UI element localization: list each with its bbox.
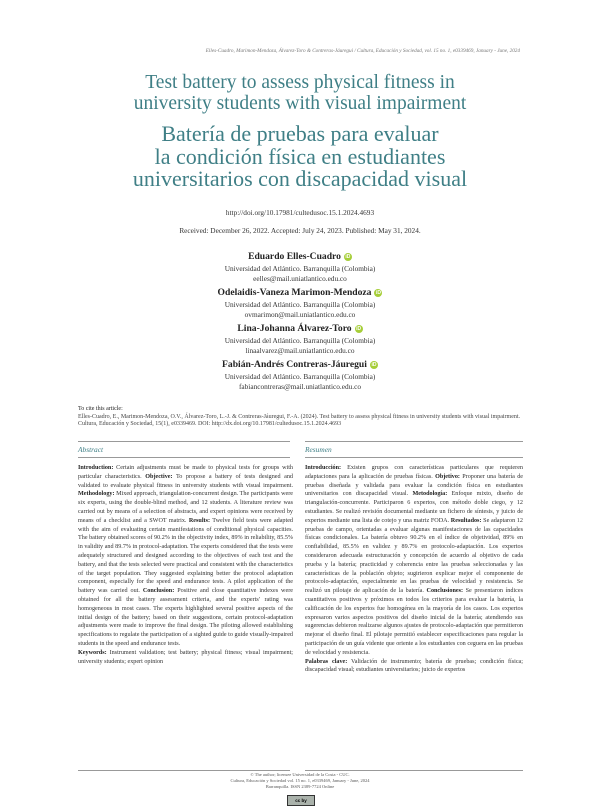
title-english-line: Test battery to assess physical fitness in [145, 72, 455, 93]
citation-block [78, 406, 523, 429]
author-affiliation: Universidad del Atlántico. Barranquilla (Colombia) [224, 336, 376, 345]
keywords-label: Palabras clave: [305, 658, 348, 665]
author-email[interactable]: eelles@mail.uniatlantico.edu.co [253, 274, 347, 283]
title-spanish-line: Batería de pruebas para evaluar [161, 121, 439, 146]
resumen-section-text: Enfoque mixto, diseño de triangulación-concurrente. Participaron 6 expertos, con método doble ciego, y 12 estudiantes. Se realizó revisión documental mediante un fichero de síntesis, y juicio de expertos mediante una lista de cotejo y una matriz FODA. [305, 491, 523, 524]
divider [78, 441, 290, 442]
footer-journal: Cultura, Educación y Sociedad vol. 15 no. 1, e0339469, January - June, 2024 [230, 778, 370, 783]
abstract-section-label: Methodology: [78, 491, 115, 498]
abstract-section-label: Introduction: [78, 465, 114, 471]
author-name: Eduardo Elles-Cuadro [248, 251, 341, 262]
cc-license-icon[interactable]: cc by [287, 795, 315, 806]
resumen-section-label: Objetivo: [435, 473, 460, 480]
abstract-body [78, 464, 293, 649]
keywords-text: Validación de instrumento; batería de pruebas; condición física; discapacidad visual; estudiantes universitarios; juicio de expertos [305, 658, 523, 674]
abstract-section-label: Objective: [145, 473, 173, 480]
resumen-section-text: Proponer una batería de pruebas diseñada y validada para evaluar la condición física en estudiantes universitarios con discapacidad visual. [305, 473, 523, 498]
publication-dates: Received: December 26, 2022. Accepted: July 24, 2023. Published: May 31, 2024. [179, 226, 421, 235]
abstract-keywords [78, 649, 293, 667]
orcid-icon[interactable]: iD [345, 254, 351, 260]
resumen-section-label: Introducción: [305, 465, 342, 471]
resumen-section-label: Conclusiones: [426, 588, 464, 595]
title-english-line: university students with visual impairment [133, 92, 467, 114]
resumen-body [305, 464, 523, 658]
author-name: Odelaidis-Vaneza Marimon-Mendoza [217, 287, 372, 298]
author-affiliation: Universidad del Atlántico. Barranquilla (Colombia) [224, 300, 376, 309]
citation-text: Elles-Cuadro, E., Marimon-Mendoza, O.V., Álvarez-Toro, L.-J. & Contreras-Jáuregui, F.-A. (2024). Test battery to assess physical fitness in university students with visual impairment. Cultura, Educación y Sociedad, 15(1), e0339469. DOI: http://dx.doi.org/10.17981/cultedusoc.15.1.2024.4693 [78, 413, 521, 428]
keywords-text: Instrument validation; test battery; physical fitness; visual impairment; university students; expert opinion [78, 649, 293, 665]
author-name: Fabián-Andrés Contreras-Jáuregui [222, 359, 367, 370]
resumen-section-label: Resultados: [450, 517, 482, 524]
abstract-section-text: Certain adjustments must be made to physical tests for groups with particular characteristics. [78, 465, 293, 480]
abstract-column [78, 464, 293, 666]
footer-issn: Barranquilla. ISSN 2389-7724 Online [265, 784, 335, 789]
author-block [0, 246, 600, 284]
doi-link[interactable]: http://doi.org/10.17981/cultedusoc.15.1.2024.4693 [225, 208, 375, 217]
divider [305, 441, 523, 442]
divider [305, 457, 523, 458]
divider [305, 770, 523, 771]
resumen-section-label: Metodología: [412, 491, 448, 498]
divider [78, 770, 290, 771]
citation-label: To cite this article: [78, 406, 123, 412]
orcid-icon[interactable]: iD [371, 362, 377, 368]
abstract-section-label: Conclusion: [142, 588, 175, 595]
footer-copyright: © The author; licensee Universidad de la Costa - CUC. [250, 772, 350, 777]
abstract-section-text: Twelve field tests were adapted with the aim of evaluating certain manifestations of conditional physical capacities. The battery obtained scores of 90.2% in the objectivity index, 89% in reliability, 85.5% in validity and 89.7% in protocol-adaptation. The experts considered that the tests were adequately structured and designed according to the objectives of each test and the battery, and that the tests selected were practical and consistent with the characteristics of the target population. They suggested explaining better the protocol adaptation component, especially for the speed and endurance tests. A pilot application of the battery was carried out. [78, 517, 293, 595]
resumen-keywords [305, 658, 523, 676]
orcid-icon[interactable]: iD [356, 326, 362, 332]
author-affiliation: Universidad del Atlántico. Barranquilla (Colombia) [224, 372, 376, 381]
author-block [0, 282, 600, 320]
title-spanish [0, 123, 600, 191]
running-head: Elles-Cuadro, Marimon-Mendoza, Álvarez-Toro & Contreras-Jáuregui / Cultura, Educación y Sociedad, vol. 15 no. 1, e0339469, January - June, 2024 [205, 48, 520, 54]
abstract-heading: Abstract [78, 445, 104, 454]
resumen-column [305, 464, 523, 675]
author-block [0, 354, 600, 392]
author-email[interactable]: ovmarimon@mail.uniatlantico.edu.co [244, 310, 356, 319]
abstract-section-label: Results: [188, 517, 211, 524]
resumen-section-text: Se adaptaron 12 pruebas de campo, orientadas a evaluar algunas manifestaciones de las capacidades físicas condicionales. La batería obtuvo 90.2% en el índice de objetividad, 89% en confiabilidad, 85.5% en validez y 89.7% en protocolo-adaptación. Los expertos consideraron adecuada estructuración y concepción de acuerdo al objetivo de cada prueba y la batería; practicidad y coherencia entre las pruebas seleccionadas y las características de la población objeto; sugirieron explicar mejor el componente de protocolo-adaptación, especialmente en las pruebas de velocidad y resistencia. Se realizó un pilotaje de aplicación de la batería. [305, 517, 523, 595]
resumen-section-text: Se presentaron índices cuantitativos positivos y próximos en todos los criterios para evaluar la batería, la calificación de los expertos fue homogénea en la mayoría de los casos. Los expertos expresaron varios aspectos positivos del diseño inicial de la batería; atendiendo sus sugerencias debieron realizarse algunos ajustes de protocolo-adaptación que permitieron mejorar el diseño final. El pilotaje permitió establecer especificaciones para regular la participación de un guía vidente que oriente a los estudiantes con ceguera en las pruebas de velocidad y resistencia. [305, 588, 523, 656]
author-name: Lina-Johanna Álvarez-Toro [237, 323, 352, 334]
abstract-section-text: Mixed approach, triangulation-concurrent design. The participants were six experts, using the double-blind method, and 12 students. A literature review was carried out by means of a selection of abstracts, and expert opinions were received by means of a checklist and a SWOT matrix. [78, 491, 293, 524]
author-email[interactable]: fabiancontreras@mail.uniatlantico.edu.co [238, 382, 361, 391]
resumen-section-text: Existen grupos con características particulares que requieren adaptaciones para la aplicación de pruebas físicas. [305, 465, 523, 480]
orcid-icon[interactable]: iD [375, 290, 381, 296]
divider [78, 457, 290, 458]
footer [0, 772, 600, 790]
abstract-section-text: Positive and close quantitative indexes were obtained for all the battery assessment criteria, and the experts' rating was homogeneous in most cases. The experts highlighted several positive aspects of the initial design of the battery; based on their suggestions, certain protocol-adaptation adjustments were made to improve the final design. The piloting allowed establishing specifications to regulate the participation of a sighted guide to guide visually-impaired students in the speed and endurance tests. [78, 588, 293, 647]
keywords-label: Keywords: [78, 649, 107, 656]
abstract-section-text: To propose a battery of tests designed and validated to evaluate physical fitness in university students with visual impairment. [78, 473, 293, 489]
author-email[interactable]: linaalvarez@mail.uniatlantico.edu.co [245, 346, 355, 355]
resumen-heading: Resumen [305, 445, 332, 454]
title-spanish-line: la condición física en estudiantes [154, 143, 446, 169]
author-block [0, 318, 600, 356]
title-english [0, 73, 600, 114]
title-spanish-line: universitarios con discapacidad visual [132, 166, 468, 192]
author-affiliation: Universidad del Atlántico. Barranquilla (Colombia) [224, 264, 376, 273]
